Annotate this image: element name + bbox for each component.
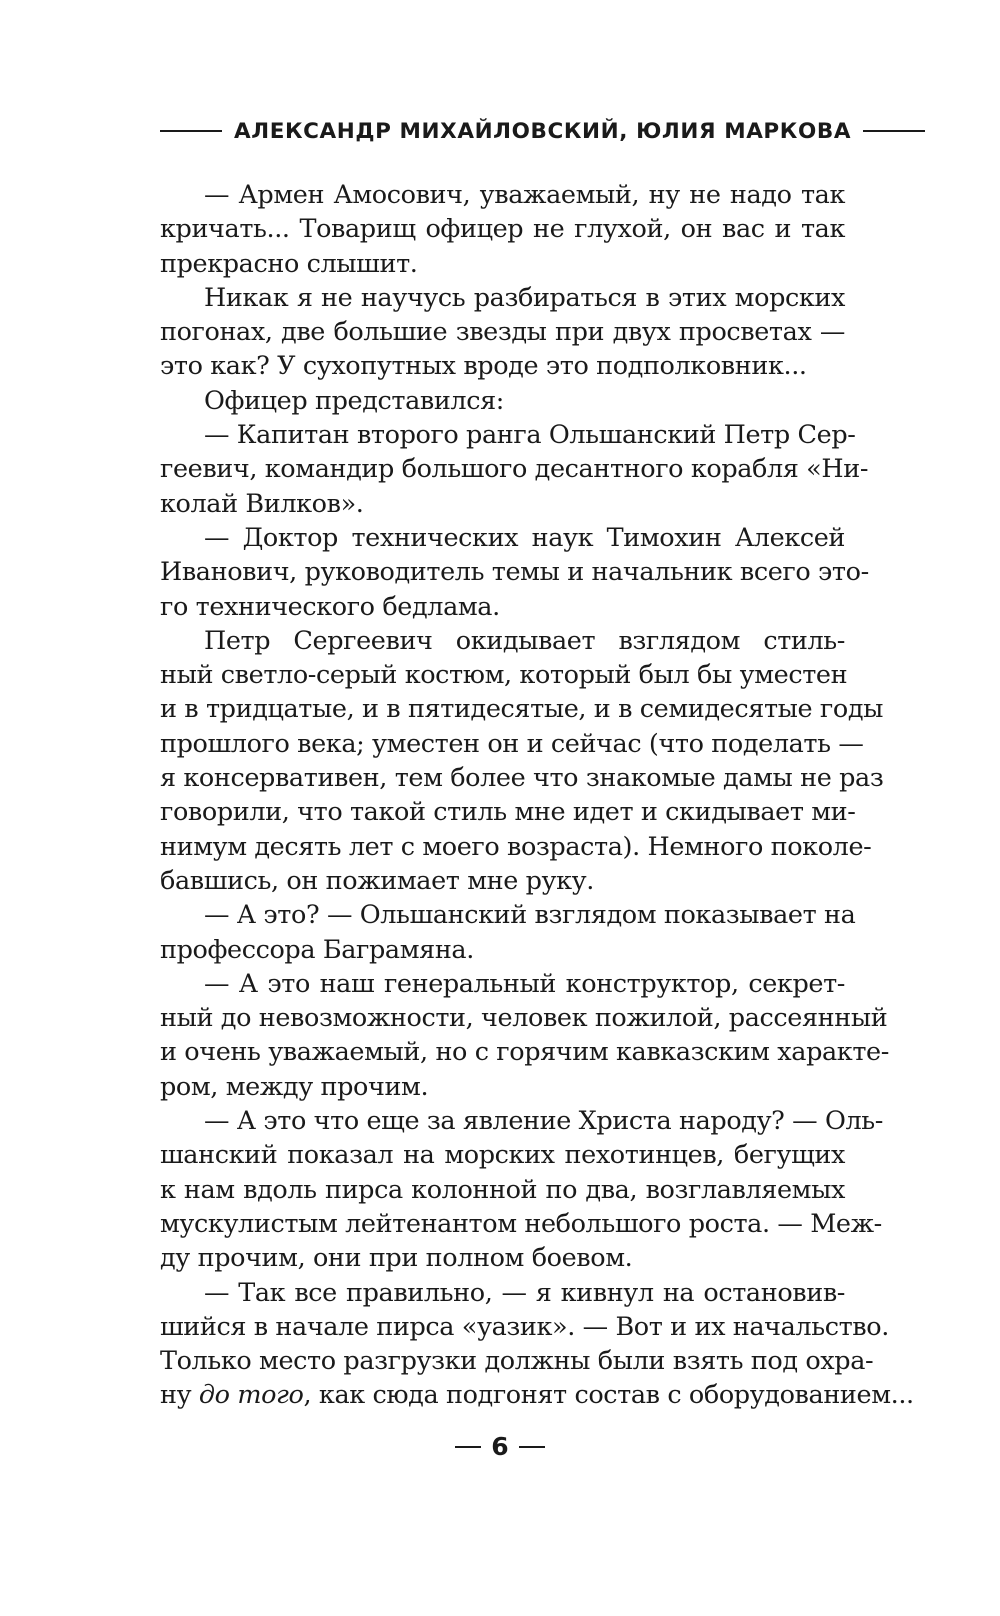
running-head-left-rule — [160, 130, 222, 132]
text-line: я консервативен, тем более что знакомые дамы не раз — [160, 763, 884, 794]
italic-emphasis: до того — [198, 1380, 304, 1411]
folio-right-dash — [519, 1446, 545, 1448]
text-line: геевич, командир большого десантного корабля «Ни- — [160, 454, 869, 485]
text-line-final — [160, 1378, 914, 1412]
text-line: это как? У сухопутных вроде это подполковник... — [160, 351, 807, 382]
text-line: Иванович, руководитель темы и начальник всего это- — [160, 557, 869, 588]
text-line: — Доктор технических наук Тимохин Алексей — [204, 522, 845, 553]
text-line: ный светло-серый костюм, который был бы уместен — [160, 660, 848, 691]
text-line: — А это наш генеральный конструктор, секрет- — [204, 968, 845, 999]
body-text — [160, 178, 914, 1413]
text-line: прекрасно слышит. — [160, 248, 418, 279]
running-head-right-rule — [863, 130, 925, 132]
running-head-title: АЛЕКСАНДР МИХАЙЛОВСКИЙ, ЮЛИЯ МАРКОВА — [234, 118, 852, 144]
text-line: и очень уважаемый, но с горячим кавказским характе- — [160, 1037, 889, 1068]
text-line: профессора Баграмяна. — [160, 934, 474, 965]
text-line: Никак я не научусь разбираться в этих морских — [204, 282, 845, 313]
text-line: го технического бедлама. — [160, 591, 500, 622]
text-line: и в тридцатые, и в пятидесятые, и в семидесятые годы — [160, 694, 884, 725]
text-line: шийся в начале пирса «уазик». — Вот и их начальство. — [160, 1311, 889, 1342]
text-line: Только место разгрузки должны были взять под охра- — [160, 1346, 874, 1377]
text-line: Офицер представился: — [204, 385, 504, 416]
text-line: шанский показал на морских пехотинцев, бегущих — [160, 1140, 845, 1171]
text-line: прошлого века; уместен он и сейчас (что поделать — — [160, 728, 864, 759]
text-line: мускулистым лейтенантом небольшого роста. — Меж- — [160, 1208, 882, 1239]
text-line-final-end: , как сюда подгонят состав с оборудованием... — [303, 1380, 914, 1411]
text-line: ду прочим, они при полном боевом. — [160, 1243, 633, 1274]
text-line: — Армен Амосович, уважаемый, ну не надо так — [204, 180, 845, 210]
folio-left-dash — [455, 1446, 481, 1448]
page-folio — [0, 1432, 1000, 1461]
text-line: нимум десять лет с моего возраста). Немного поколе- — [160, 831, 872, 862]
text-line: — А это? — Ольшанский взглядом показывает на — [204, 900, 856, 931]
text-line: говорили, что такой стиль мне идет и скидывает ми- — [160, 797, 856, 828]
text-line: ром, между прочим. — [160, 1071, 429, 1102]
text-line: — Капитан второго ранга Ольшанский Петр Сер- — [204, 420, 856, 451]
text-line: ный до невозможности, человек пожилой, рассеянный — [160, 1003, 888, 1034]
text-line: к нам вдоль пирса колонной по два, возглавляемых — [160, 1174, 845, 1205]
text-line: — Так все правильно, — я кивнул на остановив- — [204, 1277, 845, 1308]
running-head — [160, 116, 852, 146]
page-number: 6 — [491, 1432, 509, 1461]
text-line: бавшись, он пожимает мне руку. — [160, 865, 594, 896]
text-line-final-start: ну — [160, 1380, 199, 1411]
text-line: Петр Сергеевич окидывает взглядом стиль- — [204, 625, 845, 656]
text-line: — А это что еще за явление Христа народу? — Оль- — [204, 1106, 883, 1137]
text-line: кричать... Товарищ офицер не глухой, он вас и так — [160, 214, 845, 245]
text-line: погонах, две большие звезды при двух просветах — — [160, 317, 845, 348]
text-line: колай Вилков». — [160, 488, 364, 519]
